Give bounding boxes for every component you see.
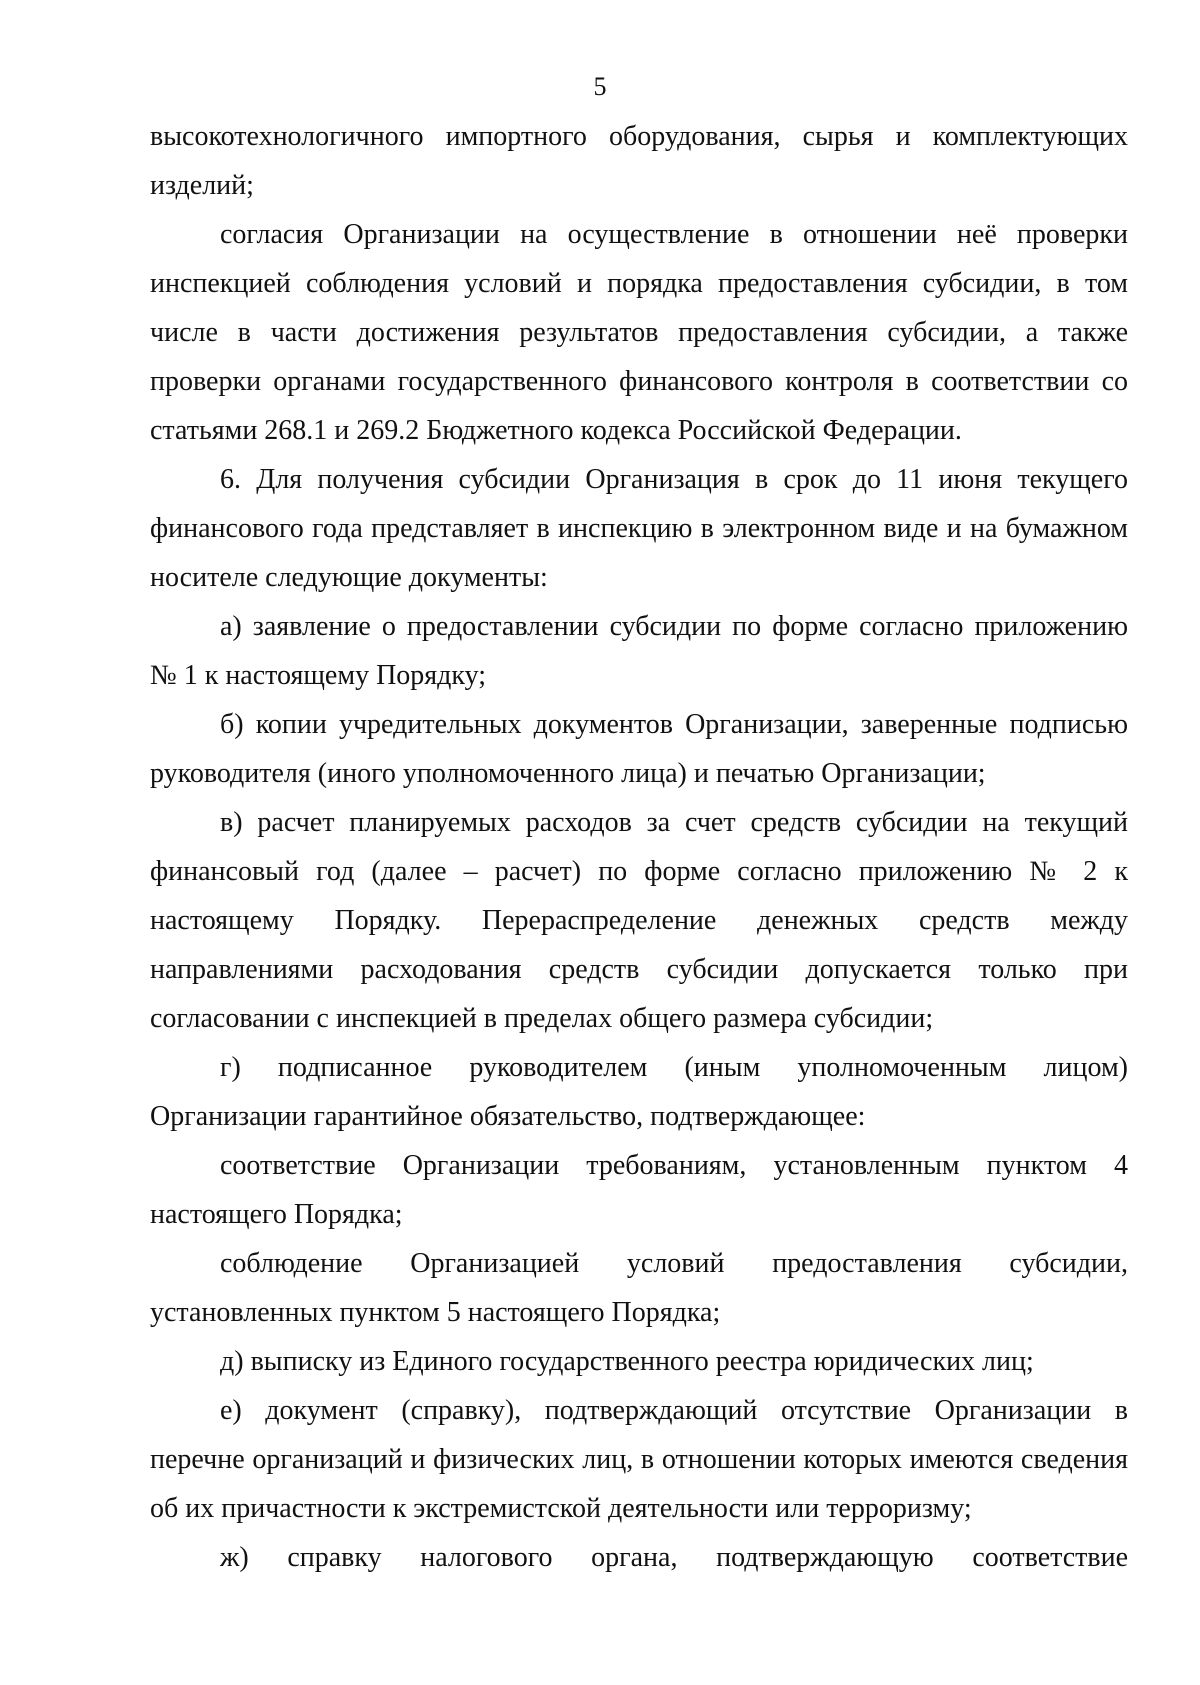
paragraph-item-g: г) подписанное руководителем (иным уполномоченным лицом) Организации гарантийное обязательство, подтверждающее:	[150, 1052, 1128, 1132]
paragraph-item-e: е) документ (справку), подтверждающий отсутствие Организации в перечне организаций и физических лиц, в отношении которых имеются сведения об их причастности к экстремистской деятельности или терроризму;	[150, 1395, 1128, 1524]
paragraph-observance: соблюдение Организацией условий предоставления субсидии, установленных пунктом 5 настоящего Порядка;	[150, 1248, 1128, 1328]
paragraph-item-d: д) выписку из Единого государственного реестра юридических лиц;	[220, 1346, 1034, 1377]
paragraph-consent-inspection: согласия Организации на осуществление в отношении неё проверки инспекцией соблюдения условий и порядка предоставления субсидии, в том числе в части достижения результатов предоставления субсидии, а также проверки органами государственного финансового контроля в соответствии со статьями 268.1 и 269.2 Бюджетного кодекса Российской Федерации.	[150, 219, 1128, 446]
paragraph-item-v: в) расчет планируемых расходов за счет средств субсидии на текущий финансовый год (далее – расчет) по форме согласно приложению № 2 к настоящему Порядку. Перераспределение денежных средств между направлениями расходования средств субсидии допускается только при согласовании с инспекцией в пределах общего размера субсидии;	[150, 807, 1128, 1034]
paragraph-continuation: высокотехнологичного импортного оборудования, сырья и комплектующих изделий;	[150, 121, 1128, 201]
page-number: 5	[593, 72, 607, 101]
paragraph-item-a: а) заявление о предоставлении субсидии по форме согласно приложению № 1 к настоящему Порядку;	[150, 611, 1128, 691]
paragraph-item-b: б) копии учредительных документов Организации, заверенные подписью руководителя (иного уполномоченного лица) и печатью Организации;	[150, 709, 1128, 789]
paragraph-item-6: 6. Для получения субсидии Организация в срок до 11 июня текущего финансового года представляет в инспекцию в электронном виде и на бумажном носителе следующие документы:	[150, 464, 1128, 593]
document-body	[150, 112, 1128, 1582]
paragraph-item-zh: ж) справку налогового органа, подтверждающую соответствие	[220, 1542, 1128, 1573]
paragraph-compliance: соответствие Организации требованиям, установленным пунктом 4 настоящего Порядка;	[150, 1150, 1128, 1230]
